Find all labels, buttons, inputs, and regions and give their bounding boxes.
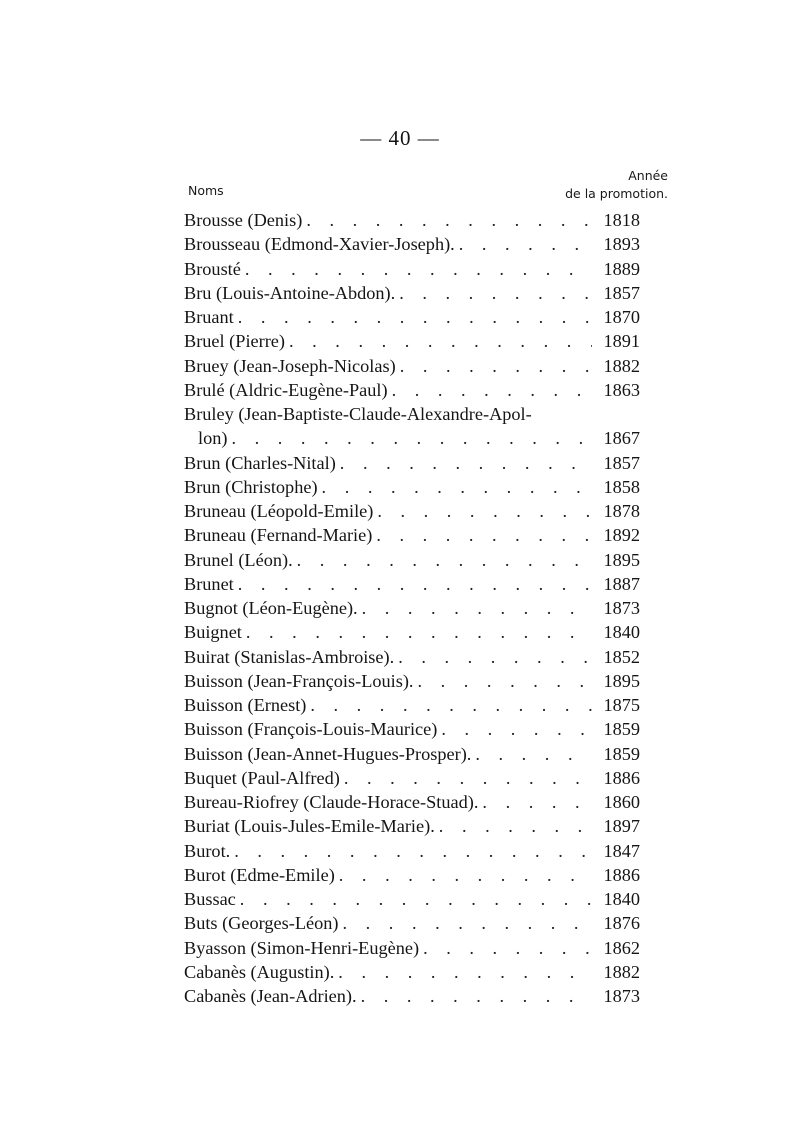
entry-name: Brun (Christophe) <box>184 476 318 497</box>
entry-name: Buisson (Jean-Annet-Hugues-Prosper). <box>184 743 472 764</box>
list-item <box>184 378 640 402</box>
entry-name: Cabanès (Augustin). <box>184 961 335 982</box>
entry-year: 1886 <box>603 864 640 885</box>
entry-year: 1852 <box>603 646 640 667</box>
entry-name: Bruley (Jean-Baptiste-Claude-Alexandre-Apol- <box>184 404 532 424</box>
entry-name: Buisson (Jean-François-Louis). <box>184 670 414 691</box>
entry-name: Bruel (Pierre) <box>184 331 286 352</box>
entry-name: Buquet (Paul-Alfred) <box>184 767 340 788</box>
dot-leader <box>392 378 592 402</box>
dot-leader <box>344 766 592 790</box>
entry-year: 1891 <box>603 331 640 352</box>
dot-leader <box>398 645 592 669</box>
dot-leader <box>459 232 592 256</box>
list-item <box>184 329 640 353</box>
list-item <box>184 645 640 669</box>
entry-year: 1867 <box>603 428 640 449</box>
entry-name: Buignet <box>184 622 242 643</box>
entry-name: Bruneau (Fernand-Marie) <box>184 525 373 546</box>
list-item <box>184 911 640 935</box>
list-item <box>184 742 640 766</box>
entry-year: 1840 <box>603 622 640 643</box>
dot-leader <box>377 499 592 523</box>
list-item <box>184 790 640 814</box>
entry-name: Cabanès (Jean-Adrien). <box>184 986 357 1006</box>
entry-name: Brunet <box>184 573 234 594</box>
list-item <box>184 257 640 281</box>
entry-name: Bugnot (Léon-Eugène). <box>184 598 358 618</box>
dot-leader <box>400 354 592 378</box>
list-item <box>184 887 640 911</box>
entry-year: 1858 <box>603 476 640 497</box>
entry-name: Byasson (Simon-Henri-Eugène) <box>184 937 420 958</box>
names-list <box>184 208 640 1008</box>
entry-year: 1893 <box>603 234 640 255</box>
entry-name: Brulé (Aldric-Eugène-Paul) <box>184 379 388 400</box>
entry-year: 1859 <box>603 743 640 764</box>
entry-year: 1889 <box>603 258 640 279</box>
entry-year: 1882 <box>603 961 640 982</box>
list-item <box>184 208 640 232</box>
dot-leader <box>245 257 592 281</box>
list-item <box>184 232 640 256</box>
dot-leader <box>231 426 592 450</box>
page-number: — 40 — <box>360 126 440 150</box>
list-item <box>184 814 640 838</box>
column-header-year <box>565 167 668 203</box>
entry-name: Brun (Charles-Nital) <box>184 452 336 473</box>
dot-leader <box>376 523 592 547</box>
list-item-continuation <box>184 426 640 450</box>
dot-leader <box>238 305 592 329</box>
entry-name: Bruant <box>184 307 234 327</box>
entry-name: Bussac <box>184 889 236 909</box>
entry-year: 1873 <box>603 598 640 618</box>
entry-name: Brousseau (Edmond-Xavier-Joseph). <box>184 234 455 255</box>
entry-year: 1859 <box>603 719 640 740</box>
entry-year: 1862 <box>603 937 640 958</box>
dot-leader <box>338 960 592 984</box>
entry-year: 1882 <box>603 355 640 376</box>
list-item <box>184 863 640 887</box>
list-item <box>184 984 640 1008</box>
list-item <box>184 354 640 378</box>
dot-leader <box>234 839 592 863</box>
list-item <box>184 548 640 572</box>
entry-name: Bruneau (Léopold-Emile) <box>184 501 374 521</box>
entry-name: Bruey (Jean-Joseph-Nicolas) <box>184 355 396 376</box>
entry-name: Brousse (Denis) <box>184 210 303 230</box>
dot-leader <box>340 451 592 475</box>
dot-leader <box>423 936 592 960</box>
entry-year: 1840 <box>603 889 640 909</box>
dot-leader <box>240 887 592 911</box>
entry-year: 1860 <box>603 792 640 812</box>
list-item <box>184 839 640 863</box>
entry-name: Buisson (François-Louis-Maurice) <box>184 719 438 740</box>
dot-leader <box>238 572 592 596</box>
dot-leader <box>339 863 592 887</box>
list-item <box>184 960 640 984</box>
entry-year: 1818 <box>603 210 640 230</box>
dot-leader <box>246 620 592 644</box>
dot-leader <box>343 911 592 935</box>
entry-year: 1876 <box>603 913 640 934</box>
list-item <box>184 936 640 960</box>
entry-year: 1857 <box>603 282 640 303</box>
dot-leader <box>361 984 592 1008</box>
entry-name: Burot. <box>184 840 231 861</box>
entry-year: 1878 <box>603 501 640 521</box>
column-header-year-line1: Année <box>628 168 668 183</box>
entry-name: Buisson (Ernest) <box>184 695 307 715</box>
list-item <box>184 523 640 547</box>
entry-year: 1887 <box>603 573 640 594</box>
dot-leader <box>482 790 592 814</box>
dot-leader <box>322 475 592 499</box>
entry-year: 1895 <box>603 549 640 570</box>
entry-year: 1847 <box>603 840 640 861</box>
entry-year: 1870 <box>603 307 640 327</box>
entry-name: Bru (Louis-Antoine-Abdon). <box>184 282 396 303</box>
list-item <box>184 281 640 305</box>
list-item <box>184 572 640 596</box>
column-header-year-line2: de la promotion. <box>565 186 668 201</box>
entry-year: 1886 <box>603 767 640 788</box>
entry-name: Bureau-Riofrey (Claude-Horace-Stuad). <box>184 792 479 812</box>
entry-name: Buirat (Stanislas-Ambroise). <box>184 646 395 667</box>
list-item <box>184 402 640 426</box>
dot-leader <box>439 814 592 838</box>
list-item <box>184 766 640 790</box>
dot-leader <box>475 742 592 766</box>
entry-name: Brousté <box>184 258 241 279</box>
list-item <box>184 596 640 620</box>
entry-year: 1895 <box>603 670 640 691</box>
list-item <box>184 693 640 717</box>
column-header-names: Noms <box>188 183 224 198</box>
list-item <box>184 451 640 475</box>
dot-leader <box>399 281 592 305</box>
dot-leader <box>418 669 593 693</box>
entry-name: Brunel (Léon). <box>184 549 293 570</box>
entry-year: 1875 <box>603 695 640 715</box>
entry-year: 1873 <box>603 986 640 1006</box>
list-item <box>184 717 640 741</box>
dot-leader <box>362 596 592 620</box>
entry-year: 1897 <box>603 816 640 837</box>
dot-leader <box>289 329 592 353</box>
dot-leader <box>441 717 592 741</box>
list-item <box>184 499 640 523</box>
list-item <box>184 669 640 693</box>
list-item <box>184 475 640 499</box>
dot-leader <box>297 548 592 572</box>
list-item <box>184 620 640 644</box>
dot-leader <box>310 693 592 717</box>
list-item <box>184 305 640 329</box>
entry-year: 1863 <box>603 379 640 400</box>
entry-year: 1857 <box>603 452 640 473</box>
dot-leader <box>306 208 592 232</box>
entry-name: Buts (Georges-Léon) <box>184 913 339 934</box>
entry-name: Burot (Edme-Emile) <box>184 864 335 885</box>
entry-year: 1892 <box>603 525 640 546</box>
entry-name: Buriat (Louis-Jules-Emile-Marie). <box>184 816 435 837</box>
entry-name-continuation: lon) <box>198 428 228 449</box>
